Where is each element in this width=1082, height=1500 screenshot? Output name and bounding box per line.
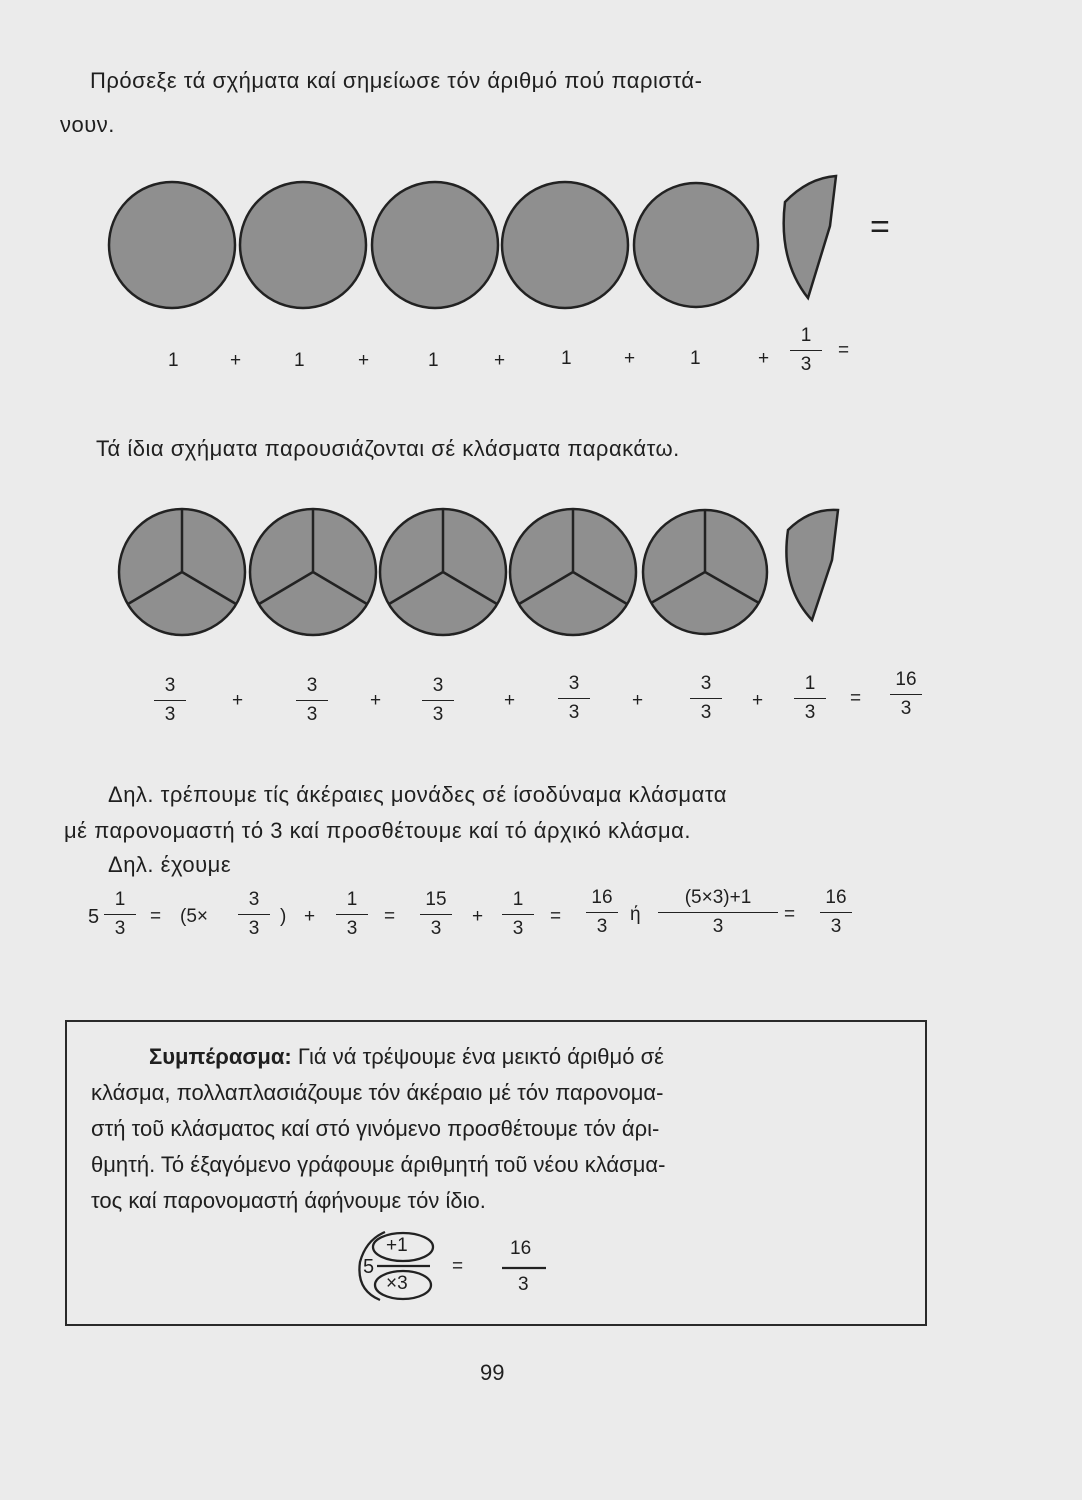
equation-or: ή	[630, 904, 641, 925]
equation-equals-1: =	[150, 906, 162, 927]
equation-fraction-2: 3 3	[236, 888, 272, 941]
diagram-bottom: ×3	[386, 1273, 408, 1294]
diagram-result-num: 16	[510, 1238, 532, 1259]
row1-term-2: 1	[294, 350, 305, 371]
equation-fraction-1: 1 3	[102, 888, 138, 941]
diagram-result-den: 3	[518, 1274, 529, 1295]
page-number: 99	[480, 1360, 505, 1385]
whole-disc-4	[502, 182, 628, 308]
row1-equals: =	[838, 340, 850, 361]
row2-plus-4: +	[632, 690, 644, 711]
conclusion-line-3: στή τοῦ κλάσματος καί στό γινόμενο προσθέτουμε τόν άρι-	[91, 1116, 660, 1141]
explanation-line-1: Δηλ. τρέπουμε τίς άκέραιες μονάδες σέ ίσοδύναμα κλάσματα	[108, 782, 727, 807]
row1-term-4: 1	[561, 348, 572, 369]
row2-plus-1: +	[232, 690, 244, 711]
equation-equals-3: =	[550, 906, 562, 927]
equation-fraction-4: 15 3	[418, 888, 454, 941]
row2-equals: =	[850, 688, 862, 709]
equation-fraction-3: 1 3	[334, 888, 370, 941]
equation-equals-4: =	[784, 904, 796, 925]
conclusion-first-line	[149, 1044, 664, 1070]
equation-fraction-5: 1 3	[500, 888, 536, 941]
row2-fraction-2: 3 3	[294, 674, 330, 727]
equation-close: )	[280, 906, 287, 927]
equation-whole: 5	[88, 906, 100, 928]
third-sector-2	[786, 510, 838, 620]
whole-disc-2	[240, 182, 366, 308]
intro-line-2: νουν.	[60, 112, 115, 137]
diagram-whole: 5	[363, 1256, 375, 1278]
row2-plus-5: +	[752, 690, 764, 711]
conclusion-box	[65, 1020, 927, 1326]
row1-term-5: 1	[690, 348, 701, 369]
third-sector	[784, 176, 836, 298]
whole-disc-5	[634, 183, 758, 307]
row1-term-1: 1	[168, 350, 179, 371]
whole-disc-1	[109, 182, 235, 308]
row1-term-3: 1	[428, 350, 439, 371]
row2-fraction-1: 3 3	[152, 674, 188, 727]
row1-fraction: 1 3	[788, 324, 824, 377]
diagram-top: +1	[386, 1235, 408, 1256]
row1-plus-5: +	[758, 348, 770, 369]
explanation-line-2: μέ παρονομαστή τό 3 καί προσθέτουμε καί τό άρχικό κλάσμα.	[64, 818, 692, 843]
conclusion-line-1: Γιά νά τρέψουμε ένα μεικτό άριθμό σέ	[297, 1044, 664, 1069]
row2-plus-2: +	[370, 690, 382, 711]
conclusion-line-5: τος καί παρονομαστή άφήνουμε τόν ίδιο.	[91, 1188, 486, 1213]
equation-plus-2: +	[472, 906, 484, 927]
row2-fraction-4: 3 3	[556, 672, 592, 725]
equation-fraction-6: 16 3	[584, 886, 620, 939]
conclusion-line-4: θμητή. Τό έξαγόμενο γράφουμε άριθμητή τοῦ νέου κλάσμα-	[91, 1152, 666, 1177]
equation-fraction-7: (5×3)+1 3	[656, 886, 780, 939]
equation-equals-2: =	[384, 906, 396, 927]
conclusion-line-2: κλάσμα, πολλαπλασιάζουμε τόν άκέραιο μέ τόν παρονομα-	[91, 1080, 664, 1105]
explanation-line-3: Δηλ. έχουμε	[108, 852, 232, 877]
conclusion-label: Συμπέρασμα:	[149, 1044, 292, 1069]
row1-plus-1: +	[230, 350, 242, 371]
equation-open: (5×	[180, 906, 208, 927]
row1-plus-3: +	[494, 350, 506, 371]
row2-fraction-3: 3 3	[420, 674, 456, 727]
shapes-equals-sign: =	[870, 208, 890, 246]
row2-fraction-6: 1 3	[792, 672, 828, 725]
row1-plus-4: +	[624, 348, 636, 369]
whole-disc-3	[372, 182, 498, 308]
diagram-equals: =	[452, 1256, 464, 1277]
row1-plus-2: +	[358, 350, 370, 371]
intro-line-1: Πρόσεξε τά σχήματα καί σημείωσε τόν άριθμό πού παριστά-	[90, 68, 703, 93]
row2-plus-3: +	[504, 690, 516, 711]
subtitle: Τά ίδια σχήματα παρουσιάζονται σέ κλάσματα παρακάτω.	[96, 436, 680, 461]
equation-fraction-8: 16 3	[818, 886, 854, 939]
row2-fraction-result: 16 3	[888, 668, 924, 721]
equation-plus-1: +	[304, 906, 316, 927]
row2-fraction-5: 3 3	[688, 672, 724, 725]
